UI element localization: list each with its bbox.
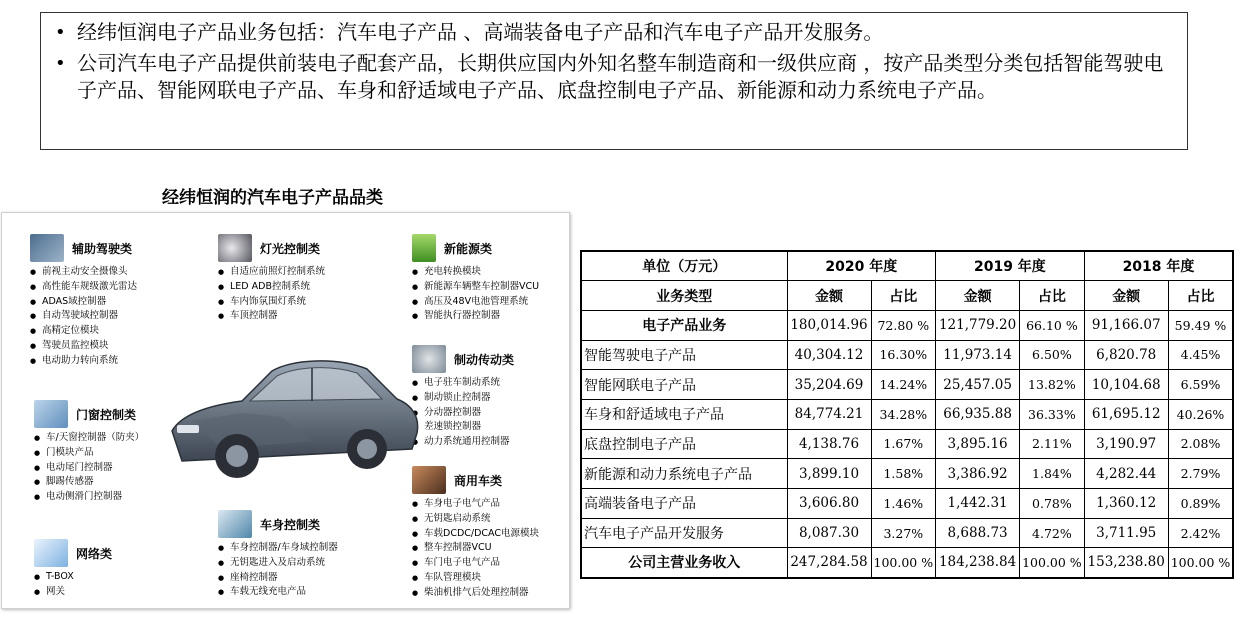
ratio-cell: 100.00 % [871,548,936,578]
summary-box [40,12,1188,150]
business-type-cell: 高端装备电子产品 [581,489,787,519]
category-item: ● 电动侧滑门控制器 [34,490,144,505]
ratio-header: 占比 [1168,281,1233,311]
category-item: ● 高压及48V电池管理系统 [412,295,539,310]
ratio-cell: 36.33% [1020,399,1085,429]
category-name: 灯光控制类 [260,241,321,256]
table-row [581,518,1233,548]
type-label: 业务类型 [581,281,787,311]
amount-cell: 61,695.12 [1084,399,1168,429]
car-body-icon [218,510,252,538]
category-item: ● 前视主动安全摄像头 [30,265,137,280]
amount-cell: 4,282.44 [1084,459,1168,489]
amount-cell: 10,104.68 [1084,370,1168,400]
business-type-cell: 车身和舒适域电子产品 [581,399,787,429]
ratio-cell: 14.24% [871,370,936,400]
category-item: ● 自动驾驶域控制器 [30,309,137,324]
summary-list [55,19,1177,104]
ratio-cell: 4.45% [1168,340,1233,370]
category-item: ● 座椅控制器 [218,571,338,586]
table-row [581,370,1233,400]
battery-icon [412,234,436,262]
business-type-cell: 汽车电子产品开发服务 [581,518,787,548]
ratio-cell: 59.49 % [1168,310,1233,340]
category-item: ● 高精定位模块 [30,324,137,339]
ratio-cell: 1.46% [871,489,936,519]
category-item: ● 高性能车规级激光雷达 [30,280,137,295]
category-item: ● 无钥匙进入及启动系统 [218,556,338,571]
ratio-cell: 16.30% [871,340,936,370]
headlight-icon [218,234,252,262]
amount-cell: 25,457.05 [936,370,1020,400]
business-type-cell: 新能源和动力系统电子产品 [581,459,787,489]
ratio-cell: 13.82% [1020,370,1085,400]
category-commercial-vehicle [412,465,539,601]
category-item: ● ADAS域控制器 [30,295,137,310]
category-name: 门窗控制类 [76,407,137,422]
category-item: ● 无钥匙启动系统 [412,512,539,527]
unit-label: 单位（万元） [581,251,787,281]
table-row [581,459,1233,489]
amount-cell: 35,204.69 [787,370,871,400]
category-item: ● 车队管理模块 [412,571,539,586]
category-body-control [218,509,338,600]
amount-header: 金额 [936,281,1020,311]
ratio-cell: 2.11% [1020,429,1085,459]
category-name: 网络类 [76,546,113,561]
car-door-icon [34,400,68,428]
assisted-driving-icon [30,234,64,262]
amount-header: 金额 [1084,281,1168,311]
amount-cell: 1,442.31 [936,489,1020,519]
category-name: 制动传动类 [454,352,515,367]
amount-cell: 153,238.80 [1084,548,1168,578]
amount-cell: 84,774.21 [787,399,871,429]
ratio-header: 占比 [1020,281,1085,311]
category-item: ● 柴油机排气后处理控制器 [412,586,539,601]
amount-cell: 184,238.84 [936,548,1020,578]
category-item: ● 充电转换模块 [412,265,539,280]
ratio-cell: 0.89% [1168,489,1233,519]
category-item: ● 制动锁止控制器 [412,391,514,406]
category-assisted-driving [30,233,137,369]
category-item: ● 网关 [34,585,112,600]
ratio-cell: 6.59% [1168,370,1233,400]
amount-cell: 3,711.95 [1084,518,1168,548]
ratio-cell: 72.80 % [871,310,936,340]
category-item: ● 车顶控制器 [218,309,325,324]
category-item: ● 车内饰氛围灯系统 [218,295,325,310]
amount-cell: 91,166.07 [1084,310,1168,340]
amount-cell: 1,360.12 [1084,489,1168,519]
table-body [581,310,1233,577]
category-item: ● 新能源车辆整车控制器VCU [412,280,539,295]
category-name: 车身控制类 [260,517,321,532]
ratio-cell: 2.42% [1168,518,1233,548]
ratio-cell: 2.08% [1168,429,1233,459]
amount-cell: 66,935.88 [936,399,1020,429]
amount-cell: 8,087.30 [787,518,871,548]
table-row [581,310,1233,340]
year-header: 2020 年度 [787,251,936,281]
category-name: 商用车类 [454,473,503,488]
car-xray-illustration [162,321,422,491]
amount-cell: 11,973.14 [936,340,1020,370]
category-item: ● LED ADB控制系统 [218,280,325,295]
category-item: ● 车载DCDC/DCAC电源模块 [412,527,539,542]
category-item: ● 车/天窗控制器（防夹） [34,431,144,446]
category-brake-transmission [412,344,514,450]
ratio-cell: 100.00 % [1020,548,1085,578]
amount-cell: 6,820.78 [1084,340,1168,370]
category-item: ● 整车控制器VCU [412,541,539,556]
ratio-header: 占比 [871,281,936,311]
summary-bullet: • 经纬恒润电子产品业务包括：汽车电子产品 、高端装备电子产品和汽车电子产品开发服务。 [55,19,1177,46]
amount-cell: 8,688.73 [936,518,1020,548]
ratio-cell: 100.00 % [1168,548,1233,578]
category-network [34,538,112,600]
ratio-cell: 34.28% [871,399,936,429]
table-row [581,489,1233,519]
category-name: 辅助驾驶类 [72,241,133,256]
amount-cell: 3,386.92 [936,459,1020,489]
business-type-cell: 公司主营业务收入 [581,548,787,578]
ratio-cell: 1.67% [871,429,936,459]
category-item: ● T-BOX [34,570,112,585]
business-type-cell: 智能驾驶电子产品 [581,340,787,370]
ratio-cell: 1.84% [1020,459,1085,489]
category-item: ● 智能执行器控制器 [412,309,539,324]
amount-cell: 121,779.20 [936,310,1020,340]
table-row [581,548,1233,578]
table-row [581,340,1233,370]
ratio-cell: 40.26% [1168,399,1233,429]
category-item: ● 自适应前照灯控制系统 [218,265,325,280]
category-item: ● 门模块产品 [34,446,144,461]
category-item: ● 电子驻车制动系统 [412,376,514,391]
amount-cell: 40,304.12 [787,340,871,370]
ratio-cell: 66.10 % [1020,310,1085,340]
category-item: ● 车身控制器/车身域控制器 [218,541,338,556]
revenue-table [580,250,1234,579]
category-lighting [218,233,325,324]
category-name: 新能源类 [444,241,493,256]
category-item: ● 车身电子电气产品 [412,497,539,512]
category-item: ● 动力系统通用控制器 [412,435,514,450]
category-item: ● 电动尾门控制器 [34,461,144,476]
category-item: ● 脚踢传感器 [34,475,144,490]
amount-cell: 3,606.80 [787,489,871,519]
category-new-energy [412,233,539,324]
business-type-cell: 电子产品业务 [581,310,787,340]
business-type-cell: 底盘控制电子产品 [581,429,787,459]
network-icon [34,539,68,567]
category-item: ● 驾驶员监控模块 [30,339,137,354]
ratio-cell: 3.27% [871,518,936,548]
summary-bullet: • 公司汽车电子产品提供前装电子配套产品，长期供应国内外知名整车制造商和一级供应商 ，按产品类型分类包括智能驾驶电子产品、智能网联电子产品、车身和舒适域电子产品、底盘控制电子产品、新能源和动力系统电子产品。 [55,50,1177,104]
amount-cell: 3,190.97 [1084,429,1168,459]
category-item: ● 电动助力转向系统 [30,354,137,369]
table-row [581,429,1233,459]
ratio-cell: 0.78% [1020,489,1085,519]
category-door-window [34,399,144,505]
amount-cell: 4,138.76 [787,429,871,459]
ratio-cell: 4.72% [1020,518,1085,548]
year-header: 2019 年度 [936,251,1085,281]
category-item: ● 差速锁控制器 [412,420,514,435]
category-item: ● 分动器控制器 [412,406,514,421]
business-type-cell: 智能网联电子产品 [581,370,787,400]
ratio-cell: 1.58% [871,459,936,489]
ratio-cell: 6.50% [1020,340,1085,370]
amount-cell: 3,895.16 [936,429,1020,459]
ratio-cell: 2.79% [1168,459,1233,489]
table-row [581,399,1233,429]
category-item: ● 车载无线充电产品 [218,585,338,600]
amount-cell: 247,284.58 [787,548,871,578]
panel-title: 经纬恒润的汽车电子产品品类 [162,188,383,208]
amount-cell: 3,899.10 [787,459,871,489]
product-category-panel [1,212,570,609]
amount-header: 金额 [787,281,871,311]
category-item: ● 车门电子电气产品 [412,556,539,571]
amount-cell: 180,014.96 [787,310,871,340]
year-header: 2018 年度 [1084,251,1233,281]
